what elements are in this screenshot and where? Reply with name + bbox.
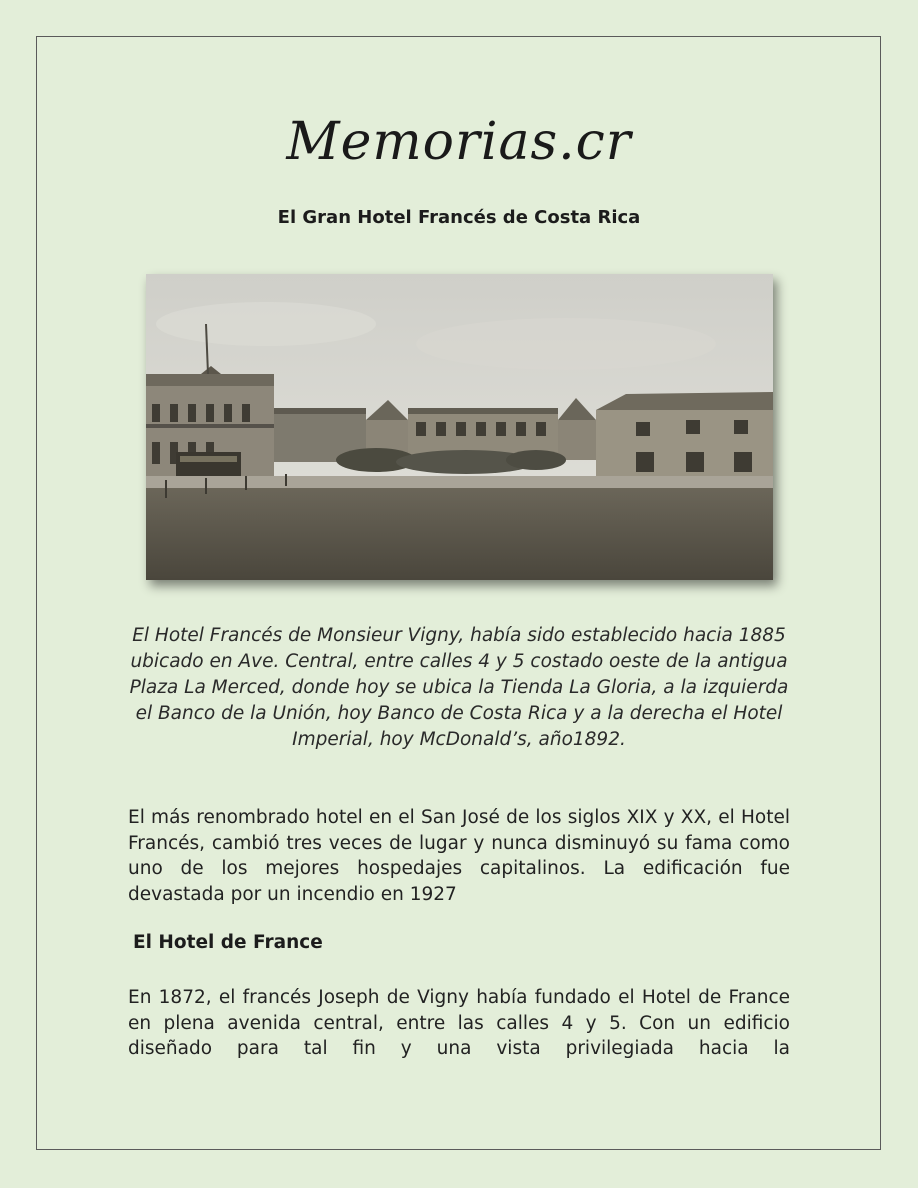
masthead-logo: Memorias.cr [286, 112, 632, 172]
historic-photo [146, 274, 773, 580]
historic-photo-image [146, 274, 773, 580]
body-paragraph-1: El más renombrado hotel en el San José de los siglos XIX y XX, el Hotel Francés, cambió tres veces de lugar y nunca disminuyó su fama como uno de los mejores hospedajes capitalinos. La edificación fue devastada por un incendio en 1927 [128, 807, 790, 905]
article-title: El Gran Hotel Francés de Costa Rica [277, 207, 641, 228]
body-paragraph-2 [128, 985, 790, 1062]
photo-caption: El Hotel Francés de Monsieur Vigny, había sido establecido hacia 1885 ubicado en Ave. Central, entre calles 4 y 5 costado oeste de la antigua Plaza La Merced, donde hoy se ubica la Tienda La Gloria, a la izquierda el Banco de la Unión, hoy Banco de Costa Rica y a la derecha el Hotel Imperial, hoy McDonald’s, año1892. [129, 625, 789, 750]
section-heading: El Hotel de France [133, 932, 323, 953]
page-border [36, 36, 881, 1150]
body-paragraph-2-text: En 1872, el francés Joseph de Vigny había fundado el Hotel de France en plena avenida central, entre las calles 4 y 5. Con un edificio diseñado para tal fin y una vista privilegiada hacia la [128, 987, 790, 1059]
